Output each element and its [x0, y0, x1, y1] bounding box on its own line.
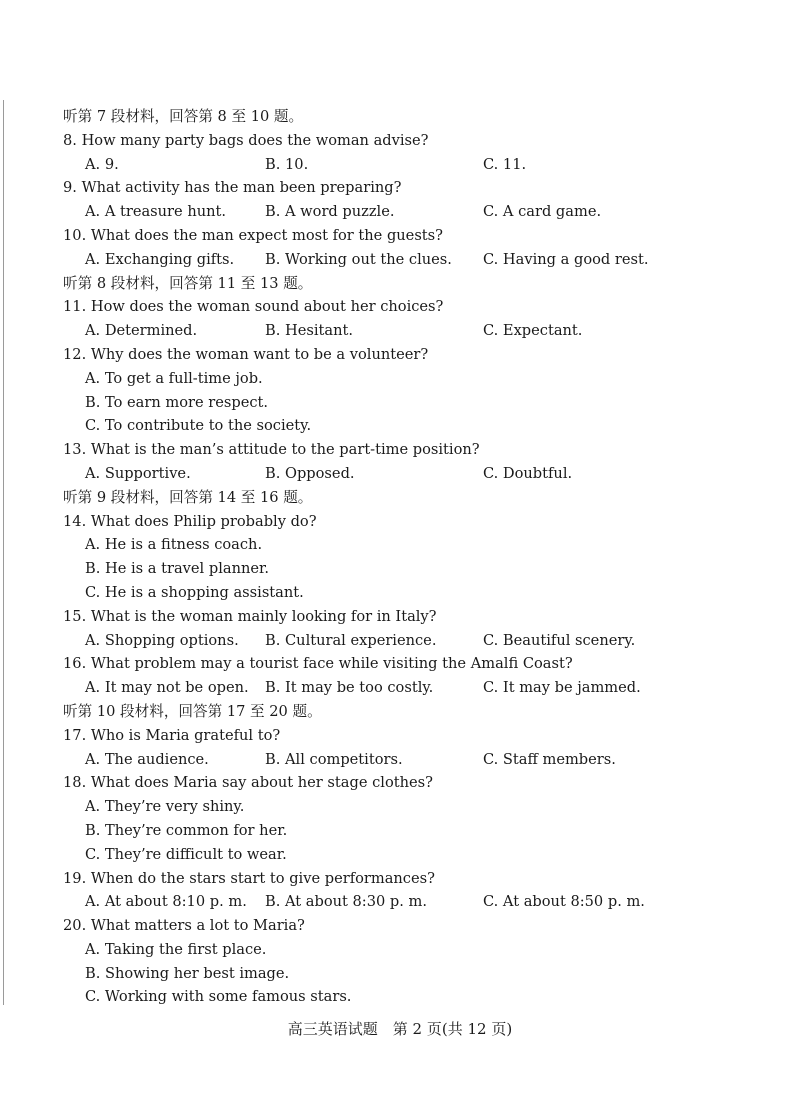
option-a: A. At about 8:10 p. m. [85, 893, 247, 911]
option-a: A. Exchanging gifts. [85, 250, 235, 268]
question-text: 10. What does the man expect most for the guests? [63, 226, 443, 244]
question-text: 13. What is the man’s attitude to the part-time position? [63, 441, 480, 459]
option-c: C. Working with some famous stars. [85, 988, 352, 1006]
option-c: C. Doubtful. [483, 464, 573, 482]
options-row [63, 462, 763, 486]
options-row [63, 748, 763, 772]
option-a: A. To get a full-time job. [85, 369, 263, 387]
options-row [63, 153, 763, 177]
options-row [63, 890, 763, 914]
question-list [63, 105, 763, 1009]
question-text: 17. Who is Maria grateful to? [63, 726, 281, 744]
option-b: B. It may be too costly. [265, 679, 434, 697]
option-b: B. A word puzzle. [265, 203, 395, 221]
question-text: 18. What does Maria say about her stage clothes? [63, 774, 433, 792]
option-a: A. A treasure hunt. [85, 203, 227, 221]
option-b: B. Working out the clues. [265, 250, 452, 268]
options-row [63, 319, 763, 343]
option-b: B. Cultural experience. [265, 631, 437, 649]
option-c: C. 11. [483, 155, 527, 173]
question-text: 14. What does Philip probably do? [63, 512, 317, 530]
question-text: 12. Why does the woman want to be a volunteer? [63, 345, 429, 363]
question-text: 8. How many party bags does the woman advise? [63, 131, 429, 149]
section-heading: 听第 7 段材料，回答第 8 至 10 题。 [63, 108, 304, 125]
section-heading: 听第 9 段材料，回答第 14 至 16 题。 [63, 488, 313, 506]
option-a: A. The audience. [85, 750, 209, 768]
option-a: A. They’re very shiny. [85, 798, 245, 816]
option-b: B. Showing her best image. [85, 964, 290, 982]
question-text: 15. What is the woman mainly looking for in Italy? [63, 607, 437, 625]
question-text: 19. When do the stars start to give performances? [63, 869, 435, 887]
option-c: C. Staff members. [483, 750, 616, 768]
question-text: 9. What activity has the man been preparing? [63, 179, 402, 197]
options-row [63, 248, 763, 272]
option-c: C. It may be jammed. [483, 679, 641, 697]
option-c: C. At about 8:50 p. m. [483, 893, 645, 911]
option-a: A. He is a fitness coach. [85, 536, 263, 554]
option-b: B. To earn more respect. [85, 393, 269, 411]
options-row [63, 629, 763, 653]
option-a: A. It may not be open. [85, 679, 249, 697]
option-c: C. They’re difficult to wear. [85, 845, 287, 863]
option-b: B. At about 8:30 p. m. [265, 893, 428, 911]
question-text: 11. How does the woman sound about her choices? [63, 298, 444, 316]
option-c: C. A card game. [483, 203, 602, 221]
option-a: A. 9. [85, 155, 119, 173]
question-text: 20. What matters a lot to Maria? [63, 917, 305, 935]
question-text: 16. What problem may a tourist face while visiting the Amalfi Coast? [63, 655, 573, 673]
section-heading: 听第 10 段材料，回答第 17 至 20 题。 [63, 702, 322, 720]
option-c: C. To contribute to the society. [85, 417, 312, 435]
option-a: A. Determined. [85, 322, 198, 340]
option-c: C. Having a good rest. [483, 250, 649, 268]
option-b: B. He is a travel planner. [85, 560, 270, 578]
options-row [63, 200, 763, 224]
option-c: C. Expectant. [483, 322, 583, 340]
option-a: A. Shopping options. [85, 631, 239, 649]
page-footer: 高三英语试题 第 2 页(共 12 页) [287, 1020, 513, 1038]
option-b: B. Opposed. [265, 464, 355, 482]
option-b: B. 10. [265, 155, 309, 173]
option-b: B. Hesitant. [265, 322, 353, 340]
options-row [63, 676, 763, 700]
option-a: A. Supportive. [85, 464, 191, 482]
option-c: C. He is a shopping assistant. [85, 583, 304, 601]
section-heading: 听第 8 段材料，回答第 11 至 13 题。 [63, 274, 313, 292]
option-b: B. They’re common for her. [85, 821, 288, 839]
option-a: A. Taking the first place. [85, 940, 267, 958]
option-c: C. Beautiful scenery. [483, 631, 636, 649]
margin-line [3, 100, 4, 1005]
option-b: B. All competitors. [265, 750, 403, 768]
